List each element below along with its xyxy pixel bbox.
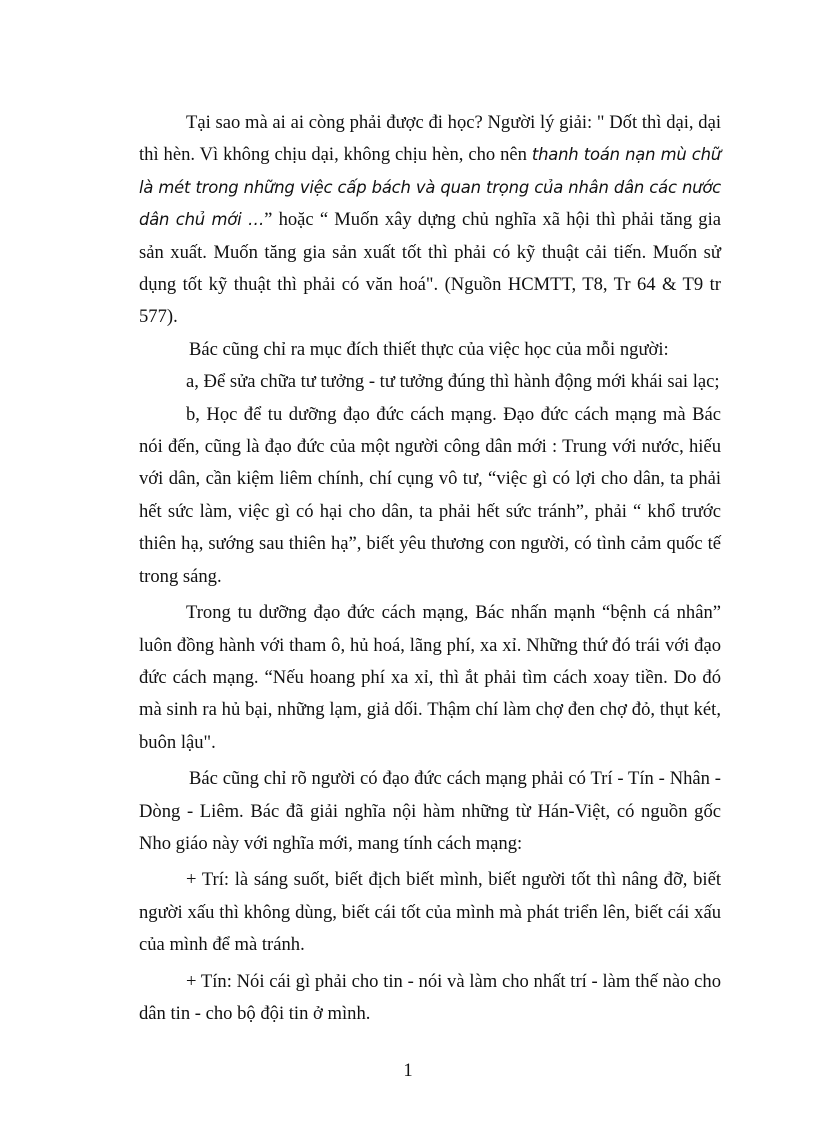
paragraph-five-virtues: Bác cũng chỉ rõ người có đạo đức cách mạng phải có Trí - Tín - Nhân - Dòng - Liêm. Bác đã giải nghĩa nội hàm những từ Hán-Việt, có nguồn gốc Nho giáo này với nghĩa mới, mang tính cách mạng: [139,768,721,854]
paragraph-moral-training: Trong tu dưỡng đạo đức cách mạng, Bác nhấn mạnh “bệnh cá nhân” luôn đồng hành với tham ô, hủ hoá, lãng phí, xa xỉ. Những thứ đó trái với đạo đức cách mạng. “Nếu hoang phí xa xỉ, thì ắt phải tìm cách xoay tiền. Do đó mà sinh ra hủ bại, những lạm, giả dối. Thậm chí làm chợ đen chợ đỏ, thụt két, buôn lậu". [139,602,721,753]
page-number: 1 [403,1060,413,1081]
paragraph-tin: + Tín: Nói cái gì phải cho tin - nói và làm cho nhất trí - làm thế nào cho dân tin - cho bộ đội tin ở mình. [139,970,721,1024]
paragraph-item-a: a, Để sửa chữa tư tưởng - tư tưởng đúng thì hành động mới khái sai lạc; [186,371,720,393]
paragraph-segment: Tại sao mà ai ai còng phải được đi học? Người lý giải: " Dốt thì dại, dại thì hèn. Vì không chịu dại, không chịu hèn, cho nên [139,112,721,166]
paragraph-segment: ” hoặc “ Muốn xây dựng chủ nghĩa xã hội thì phải tăng gia sản xuất. Muốn tăng gia sản xuất tốt thì phải có kỹ thuật cải tiến. Muốn sử dụng tốt kỹ thuật thì phải có văn hoá". (Nguồn HCMTT, T8, Tr 64 & T9 tr 577). [139,209,721,328]
paragraph-item-b: b, Học để tu dưỡng đạo đức cách mạng. Đạo đức cách mạng mà Bác nói đến, cũng là đạo đức của một người công dân mới : Trung với nước, hiếu với dân, cần kiệm liêm chính, chí cụng vô tư, “việc gì có lợi cho dân, ta phải hết sức làm, việc gì có hại cho dân, ta phải hết sức tránh”, phải “ khổ trước thiên hạ, sướng sau thiên hạ”, biết yêu thương con người, có tình cảm quốc tế trong sáng. [139,403,721,587]
italic-quote: thanh toán nạn mù chữ là mét trong những việc cấp bách và quan trọng của nhân dân các nước dân chủ mới … [139,145,721,230]
paragraph-tri: + Trí: là sáng suốt, biết địch biết mình, biết người tốt thì nâng đỡ, biết người xấu thì không dùng, biết cái tốt của mình mà phát triển lên, biết cái xấu của mình để mà tránh. [139,869,721,956]
paragraph-purpose: Bác cũng chỉ ra mục đích thiết thực của việc học của mỗi người: [189,338,669,360]
paragraph-why-study [139,107,721,334]
body-text [139,107,721,1030]
